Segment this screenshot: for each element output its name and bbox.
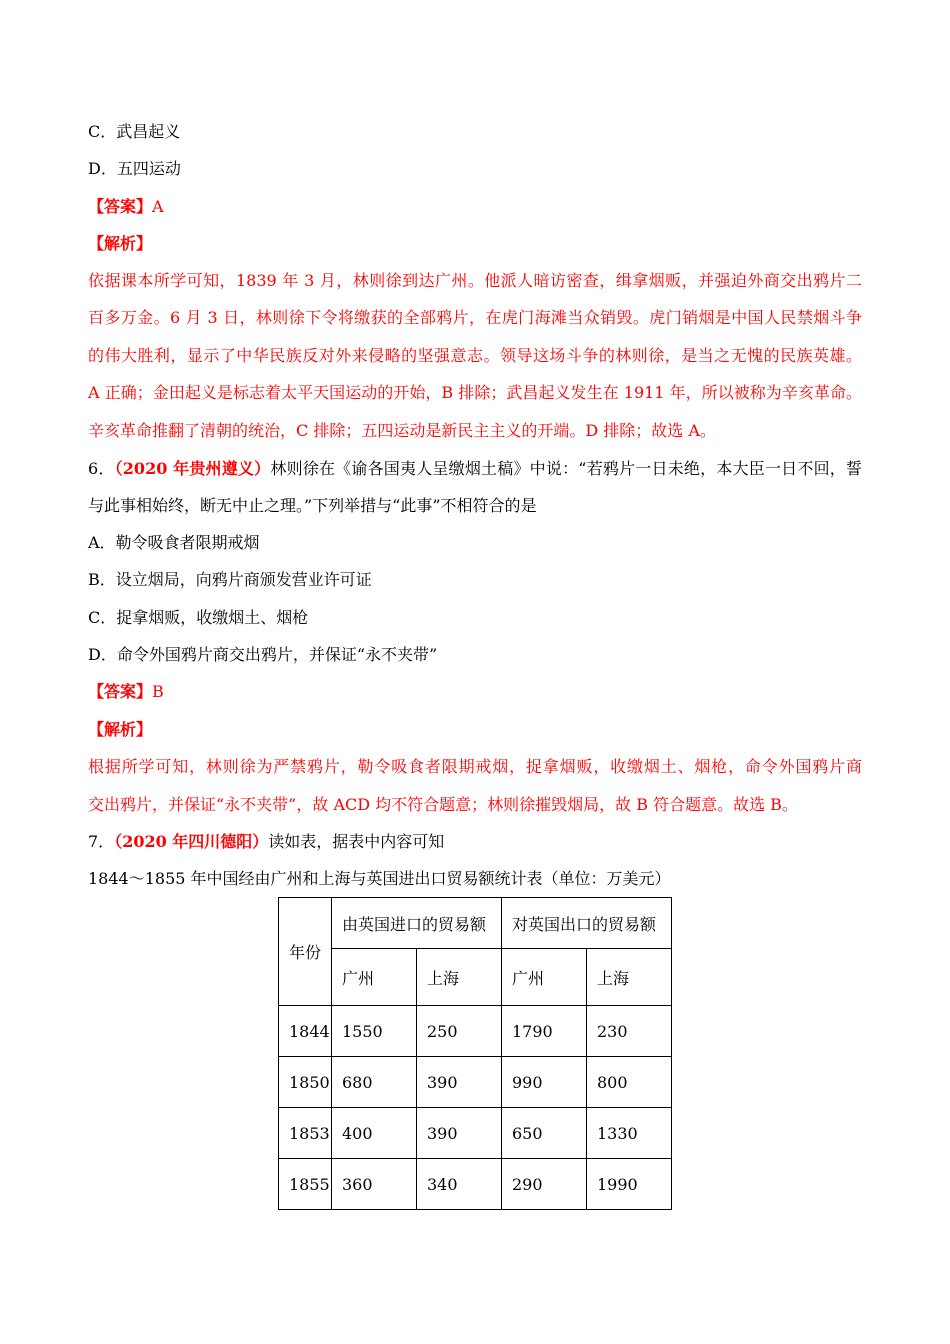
sub-header-shanghai: 上海 bbox=[587, 949, 672, 1006]
table-cell-year: 1844 bbox=[279, 1006, 332, 1057]
table-cell: 990 bbox=[502, 1057, 587, 1108]
question-source: （2020 年四川德阳） bbox=[114, 832, 269, 851]
table-cell: 250 bbox=[417, 1006, 502, 1057]
q6-option-c: C．捉拿烟贩，收缴烟土、烟枪 bbox=[88, 608, 309, 627]
analysis-line: 百多万金。6 月 3 日，林则徐下令将缴获的全部鸦片，在虎门海滩当众销毁。虎门销烟是中国人民禁烟斗争 bbox=[88, 308, 862, 327]
question-text: 读如表，据表中内容可知 bbox=[268, 832, 445, 851]
q6-analysis-label: 【解析】 bbox=[88, 720, 153, 739]
question-6-stem-cont: 与此事相始终，断无中止之理。”下列举措与“此事”不相符合的是 bbox=[88, 496, 537, 515]
table-cell: 340 bbox=[417, 1159, 502, 1210]
question-text: 林则徐在《谕各国夷人呈缴烟土稿》中说：“若鸦片一日未绝，本大臣一日不回，誓 bbox=[270, 459, 862, 478]
table-row bbox=[279, 1057, 672, 1108]
analysis-line: 依据课本所学可知，1839 年 3 月，林则徐到达广州。他派人暗访密查，缉拿烟贩，并强迫外商交出鸦片二 bbox=[88, 271, 862, 290]
answer-label: 【答案】 bbox=[88, 682, 153, 701]
table-cell: 1550 bbox=[332, 1006, 417, 1057]
table-row bbox=[279, 1006, 672, 1057]
question-7-stem bbox=[88, 832, 444, 852]
table-caption: 1844～1855 年中国经由广州和上海与英国进出口贸易额统计表（单位：万美元） bbox=[88, 869, 671, 888]
analysis-line: 交出鸦片，并保证“永不夹带”，故 ACD 均不符合题意；林则徐摧毁烟局，故 B 符合题意。故选 B。 bbox=[88, 795, 798, 814]
sub-header-guangzhou: 广州 bbox=[502, 949, 587, 1006]
analysis-line: A 正确；金田起义是标志着太平天国运动的开始，B 排除；武昌起义发生在 1911 年，所以被称为辛亥革命。 bbox=[88, 383, 862, 402]
q6-option-d: D．命令外国鸦片商交出鸦片，并保证“永不夹带” bbox=[88, 645, 438, 664]
analysis-line: 辛亥革命推翻了清朝的统治，C 排除；五四运动是新民主主义的开端。D 排除；故选 A。 bbox=[88, 421, 716, 440]
table-cell-year: 1853 bbox=[279, 1108, 332, 1159]
table-cell-year: 1850 bbox=[279, 1057, 332, 1108]
table-cell: 390 bbox=[417, 1108, 502, 1159]
option-d: D．五四运动 bbox=[88, 159, 181, 178]
table-cell: 390 bbox=[417, 1057, 502, 1108]
table-cell: 360 bbox=[332, 1159, 417, 1210]
table-cell: 290 bbox=[502, 1159, 587, 1210]
analysis-line: 的伟大胜利，显示了中华民族反对外来侵略的坚强意志。领导这场斗争的林则徐，是当之无愧的民族英雄。 bbox=[88, 346, 862, 365]
table-cell: 800 bbox=[587, 1057, 672, 1108]
option-c: C．武昌起义 bbox=[88, 122, 181, 141]
answer-value: B bbox=[152, 682, 164, 701]
q6-option-a: A．勒令吸食者限期戒烟 bbox=[88, 533, 260, 552]
export-header: 对英国出口的贸易额 bbox=[502, 898, 672, 949]
answer-line bbox=[88, 197, 164, 217]
table-cell: 680 bbox=[332, 1057, 417, 1108]
trade-table bbox=[278, 897, 672, 1210]
table-cell: 230 bbox=[587, 1006, 672, 1057]
table-cell: 1330 bbox=[587, 1108, 672, 1159]
analysis-line: 根据所学可知，林则徐为严禁鸦片，勒令吸食者限期戒烟，捉拿烟贩，收缴烟土、烟枪，命令外国鸦片商 bbox=[88, 757, 862, 776]
question-6-stem bbox=[88, 459, 862, 479]
sub-header-shanghai: 上海 bbox=[417, 949, 502, 1006]
answer-value: A bbox=[152, 197, 164, 216]
q6-option-b: B．设立烟局，向鸦片商颁发营业许可证 bbox=[88, 570, 372, 589]
table-cell: 1990 bbox=[587, 1159, 672, 1210]
table-cell: 400 bbox=[332, 1108, 417, 1159]
question-number: 7． bbox=[88, 832, 115, 851]
year-header: 年份 bbox=[279, 898, 332, 1006]
analysis-label: 【解析】 bbox=[88, 234, 153, 253]
question-number: 6． bbox=[88, 459, 115, 478]
table-row bbox=[279, 1159, 672, 1210]
answer-label: 【答案】 bbox=[88, 197, 153, 216]
question-source: （2020 年贵州遵义） bbox=[114, 459, 271, 478]
q6-answer-line bbox=[88, 682, 164, 702]
import-header: 由英国进口的贸易额 bbox=[332, 898, 502, 949]
table-row bbox=[279, 1108, 672, 1159]
table-cell: 650 bbox=[502, 1108, 587, 1159]
sub-header-guangzhou: 广州 bbox=[332, 949, 417, 1006]
table-cell-year: 1855 bbox=[279, 1159, 332, 1210]
table-cell: 1790 bbox=[502, 1006, 587, 1057]
